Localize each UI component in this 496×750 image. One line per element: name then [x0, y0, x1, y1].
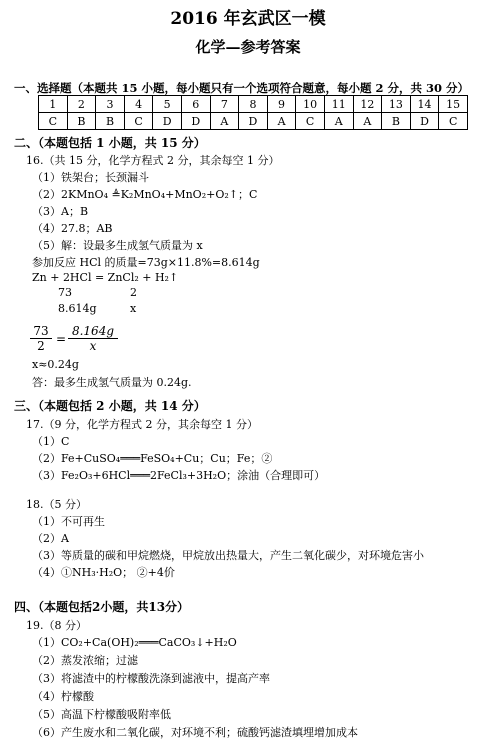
page-subtitle: 化学—参考答案 [195, 38, 301, 56]
q16-equation: Zn + 2HCl = ZnCl₂ + H₂↑ [32, 271, 179, 284]
answer-letter-cell: C [39, 113, 68, 130]
answer-number-cell: 6 [181, 96, 210, 113]
answer-letter-row [39, 113, 468, 130]
answer-letter-cell: C [124, 113, 153, 130]
q18-answer-4: （4）①NH₃·H₂O； ②+4价 [32, 566, 175, 579]
fraction-numerator: 8.164g [71, 324, 115, 338]
fraction-denominator: x [68, 338, 118, 353]
answer-letter-cell: A [324, 113, 353, 130]
fraction-equals: = [56, 332, 67, 346]
answer-number-cell: 15 [439, 96, 468, 113]
q16-hcl-mass: 参加反应 HCl 的质量=73g×11.8%=8.614g [32, 256, 260, 269]
answer-number-cell: 8 [239, 96, 268, 113]
q17-answer-1: （1）C [32, 435, 70, 448]
q18-answer-1: （1）不可再生 [32, 515, 105, 528]
q18-answer-3: （3）等质量的碳和甲烷燃烧，甲烷放出热量大，产生二氧化碳少，对环境危害小 [32, 549, 424, 562]
q16-final-answer: 答：最多生成氢气质量为 0.24g. [32, 376, 192, 389]
q19-answer-4: （4）柠檬酸 [32, 690, 94, 703]
answer-number-cell: 13 [382, 96, 411, 113]
fraction-numerator: 73 [33, 324, 49, 338]
answer-number-row [39, 96, 468, 113]
q18-answer-2: （2）A [32, 532, 69, 545]
q16-eq-value: 8.614g [58, 302, 97, 315]
answer-number-cell: 12 [353, 96, 382, 113]
q18-header: 18.（5 分） [26, 498, 87, 511]
answer-letter-cell: B [382, 113, 411, 130]
q16-eq-value: 2 [130, 286, 137, 299]
q16-header: 16.（共 15 分，化学方程式 2 分，其余每空 1 分） [26, 154, 280, 167]
q16-eq-value: 73 [58, 286, 72, 299]
q16-answer-3: （3）A；B [32, 205, 89, 218]
q17-answer-3: （3）Fe₂O₃+6HCl═══2FeCl₃+3H₂O；涂油（合理即可） [32, 469, 326, 482]
q19-answer-1: （1）CO₂+Ca(OH)₂═══CaCO₃↓+H₂O [32, 636, 237, 649]
answer-letter-cell: A [267, 113, 296, 130]
q19-answer-2: （2）蒸发浓缩；过滤 [32, 654, 138, 667]
answer-table [38, 95, 468, 130]
answer-number-cell: 1 [39, 96, 68, 113]
fraction-left [30, 324, 52, 353]
answer-letter-cell: A [353, 113, 382, 130]
answer-number-cell: 11 [324, 96, 353, 113]
q16-answer-4: （4）27.8；AB [32, 222, 113, 235]
section2-heading: 二、（本题包括 1 小题，共 15 分） [14, 136, 206, 150]
page-title: 2016 年玄武区一模 [170, 9, 326, 29]
answer-letter-cell: D [181, 113, 210, 130]
answer-number-cell: 7 [210, 96, 239, 113]
answer-number-cell: 10 [296, 96, 325, 113]
answer-letter-cell: C [439, 113, 468, 130]
answer-letter-cell: A [210, 113, 239, 130]
answer-number-cell: 9 [267, 96, 296, 113]
q16-answer-1: （1）铁架台；长颈漏斗 [32, 171, 149, 184]
section4-heading: 四、（本题包括2小题，共13分） [14, 600, 190, 614]
q19-header: 19.（8 分） [26, 619, 87, 632]
q19-answer-3: （3）将滤渣中的柠檬酸洗涤到滤液中，提高产率 [32, 672, 270, 685]
q16-eq-value: x [130, 302, 137, 315]
q17-answer-2: （2）Fe+CuSO₄═══FeSO₄+Cu；Cu；Fe；② [32, 452, 273, 465]
answer-letter-cell: C [296, 113, 325, 130]
answer-letter-cell: B [96, 113, 125, 130]
q16-answer-5: （5）解：设最多生成氢气质量为 x [32, 239, 203, 252]
answer-number-cell: 5 [153, 96, 182, 113]
q19-answer-5: （5）高温下柠檬酸吸附率低 [32, 708, 171, 721]
answer-number-cell: 2 [67, 96, 96, 113]
answer-letter-cell: B [67, 113, 96, 130]
section1-heading: 一、选择题（本题共 15 小题，每小题只有一个选项符合题意，每小题 2 分，共 30 分） [14, 81, 470, 95]
fraction-denominator: 2 [30, 338, 52, 353]
answer-letter-cell: D [239, 113, 268, 130]
answer-number-cell: 4 [124, 96, 153, 113]
q16-result: x≈0.24g [32, 358, 79, 371]
q16-answer-2: （2）2KMnO₄ ≜K₂MnO₄+MnO₂+O₂↑；C [32, 188, 258, 201]
answer-number-cell: 14 [410, 96, 439, 113]
section3-heading: 三、（本题包括 2 小题，共 14 分） [14, 399, 206, 413]
q17-header: 17.（9 分，化学方程式 2 分，其余每空 1 分） [26, 418, 258, 431]
answer-letter-cell: D [410, 113, 439, 130]
answer-number-cell: 3 [96, 96, 125, 113]
answer-letter-cell: D [153, 113, 182, 130]
q19-answer-6: （6）产生废水和二氧化碳，对环境不利；硫酸钙滤渣填埋增加成本 [32, 726, 358, 739]
fraction-right [68, 324, 118, 353]
